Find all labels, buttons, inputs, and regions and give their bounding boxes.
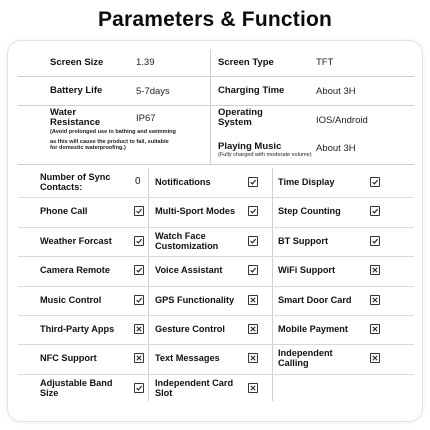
- feature-label: BT Support: [278, 235, 329, 246]
- feature-item: [155, 344, 241, 372]
- checkmark-icon: [134, 265, 144, 275]
- checkmark-icon: [370, 177, 380, 187]
- spec-row-screen: [18, 49, 414, 77]
- feature-item: [40, 168, 120, 196]
- feature-item: [155, 227, 241, 255]
- feature-item: [278, 256, 364, 284]
- operating-system-label-2: System: [218, 117, 252, 128]
- playing-music-value: About 3H: [316, 142, 356, 154]
- checkmark-icon: [370, 206, 380, 216]
- feature-label: Gesture Control: [155, 324, 225, 334]
- spec-divider: [210, 77, 211, 105]
- feature-item: [155, 168, 241, 196]
- feature-item: [155, 197, 241, 225]
- feature-label: Time Display: [278, 177, 335, 187]
- playing-music-label: Playing Music: [218, 141, 282, 152]
- feature-label: Phone Call: [40, 206, 88, 217]
- checkmark-icon: [248, 236, 258, 246]
- feature-value: 0: [135, 176, 141, 187]
- water-note-2: as this will cause the product to fail, suitable: [50, 139, 169, 145]
- battery-life-label: Battery Life: [50, 85, 103, 96]
- feature-item: [278, 227, 364, 255]
- feature-label: Step Counting: [278, 206, 341, 217]
- feature-item: [278, 286, 364, 314]
- screen-type-value: TFT: [316, 57, 334, 68]
- feature-label: Voice Assistant: [155, 265, 223, 276]
- playing-music-note: (Fully charged with moderate volume): [218, 152, 312, 158]
- feature-item: [40, 256, 120, 284]
- feature-label: Third-Party Apps: [40, 324, 115, 334]
- checkmark-icon: [370, 236, 380, 246]
- feature-label: Music Control: [40, 294, 102, 305]
- checkmark-icon: [248, 265, 258, 275]
- checkmark-icon: [248, 177, 258, 187]
- water-resistance-label-1: Water: [50, 107, 77, 118]
- feature-item: [155, 374, 241, 402]
- water-note-1: (Avoid prolonged use in bathing and swimming: [50, 129, 176, 135]
- feature-label: WiFi Support: [278, 265, 336, 276]
- feature-label: Independent Calling: [278, 348, 333, 369]
- feature-label: NFC Support: [40, 353, 97, 364]
- feature-label: Smart Door Card: [278, 294, 352, 305]
- feature-item: [155, 256, 241, 284]
- feature-item: [278, 344, 364, 372]
- cross-box-icon: [248, 324, 258, 334]
- feature-column-divider: [272, 168, 273, 401]
- screen-size-label: Screen Size: [50, 56, 104, 68]
- feature-item: [155, 286, 241, 314]
- screen-type-label: Screen Type: [218, 56, 274, 68]
- checkmark-icon: [134, 206, 144, 216]
- feature-label: GPS Functionality: [155, 294, 235, 305]
- feature-item: [278, 197, 364, 225]
- checkmark-icon: [248, 206, 258, 216]
- feature-item: [278, 168, 364, 196]
- feature-label: Adjustable Band Size: [40, 377, 113, 398]
- spec-divider: [210, 139, 211, 164]
- feature-label: Number of Sync Contacts:: [40, 172, 111, 192]
- feature-column-divider: [148, 168, 149, 401]
- spec-divider: [210, 106, 211, 139]
- feature-item: [40, 374, 120, 402]
- parameters-card: [7, 40, 423, 422]
- operating-system-value: IOS/Android: [316, 114, 368, 126]
- feature-item: [40, 197, 120, 225]
- water-resistance-label-2: Resistance: [50, 117, 101, 128]
- water-resistance-value: IP67: [136, 112, 156, 124]
- operating-system-label-1: Operating: [218, 107, 263, 118]
- cross-box-icon: [370, 324, 380, 334]
- feature-item: [278, 315, 364, 343]
- screen-size-value: 1.39: [136, 57, 155, 68]
- feature-label: Weather Forcast: [40, 235, 112, 246]
- feature-item: [155, 315, 241, 343]
- spec-row-water: [18, 106, 414, 139]
- feature-label: Text Messages: [155, 353, 220, 364]
- feature-label: Notifications: [155, 177, 211, 187]
- feature-label: Watch Face Customization: [155, 230, 219, 251]
- spec-row-battery: [18, 77, 414, 106]
- charging-time-label: Charging Time: [218, 85, 285, 96]
- cross-box-icon: [248, 353, 258, 363]
- feature-label: Independent Card Slot: [155, 377, 234, 398]
- page-title: Parameters & Function: [97, 8, 333, 31]
- feature-label: Multi-Sport Modes: [155, 206, 236, 217]
- cross-box-icon: [370, 265, 380, 275]
- cross-box-icon: [248, 295, 258, 305]
- checkmark-icon: [134, 383, 144, 393]
- cross-box-icon: [370, 353, 380, 363]
- spec-divider: [210, 49, 211, 76]
- charging-time-value: About 3H: [316, 85, 356, 97]
- battery-life-value: 5-7days: [136, 85, 170, 97]
- cross-box-icon: [134, 324, 144, 334]
- cross-box-icon: [248, 383, 258, 393]
- water-note-3: for domestic waterproofing.): [50, 145, 126, 152]
- cross-box-icon: [134, 353, 144, 363]
- feature-item: [40, 286, 120, 314]
- feature-label: Camera Remote: [40, 265, 110, 276]
- cross-box-icon: [370, 295, 380, 305]
- checkmark-icon: [134, 236, 144, 246]
- feature-item: [40, 315, 120, 343]
- spec-row-music: [18, 139, 414, 165]
- checkmark-icon: [134, 295, 144, 305]
- feature-item: [40, 344, 120, 372]
- feature-label: Mobile Payment: [278, 324, 348, 334]
- feature-item: [40, 227, 120, 255]
